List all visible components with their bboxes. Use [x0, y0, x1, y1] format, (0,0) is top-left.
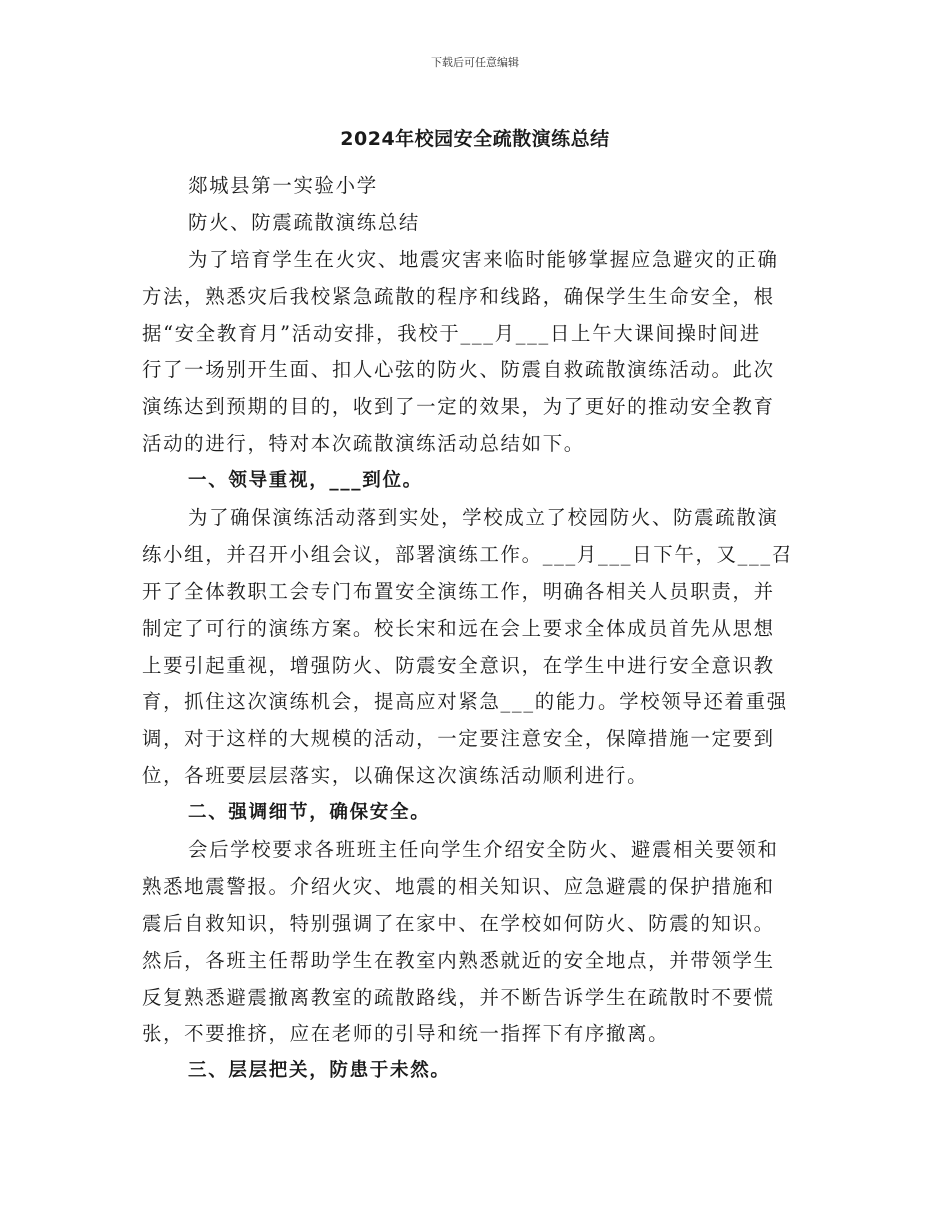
paragraph-line: 震后自救知识，特别强调了在家中、在学校如何防火、防震的知识。	[142, 911, 775, 935]
paragraph-line: 上要引起重视，增强防火、防震安全意识，在学生中进行安全意识教	[142, 653, 775, 677]
paragraph-line: 郯城县第一实验小学	[188, 174, 378, 197]
section-heading: 一、领导重视，___到位。	[188, 470, 423, 492]
paragraph-line: 行了一场别开生面、扣人心弦的防火、防震自救疏散演练活动。此次	[142, 358, 775, 382]
paragraph-line: 调，对于这样的大规模的活动，一定要注意安全，保障措施一定要到	[142, 727, 775, 751]
document-body	[142, 168, 810, 1090]
paragraph-line: 据“安全教育月”活动安排，我校于___月___日上午大课间操时间进	[142, 321, 761, 345]
paragraph-line: 熟悉地震警报。介绍火灾、地震的相关知识、应急避震的保护措施和	[142, 874, 775, 898]
paragraph-line: 方法，熟悉灾后我校紧急疏散的程序和线路，确保学生生命安全，根	[142, 284, 775, 308]
paragraph-line: 开了全体教职工会专门布置安全演练工作，明确各相关人员职责，并	[142, 579, 775, 603]
paragraph-line: 防火、防震疏散演练总结	[188, 210, 420, 234]
document-title: 2024年校园安全疏散演练总结	[340, 128, 610, 150]
paragraph-line: 育，抓住这次演练机会，提高应对紧急___的能力。学校领导还着重强	[142, 690, 788, 714]
paragraph-line: 位，各班要层层落实，以确保这次演练活动顺利进行。	[142, 764, 649, 788]
paragraph-line: 会后学校要求各班班主任向学生介绍安全防火、避震相关要领和	[188, 838, 779, 862]
paragraph-line: 为了确保演练活动落到实处，学校成立了校园防火、防震疏散演	[188, 506, 779, 530]
paragraph-line: 然后，各班主任帮助学生在教室内熟悉就近的安全地点，并带领学生	[142, 948, 775, 972]
paragraph-line: 练小组，并召开小组会议，部署演练工作。___月___日下午，又___召	[142, 542, 793, 566]
paragraph-line: 制定了可行的演练方案。校长宋和远在会上要求全体成员首先从思想	[142, 616, 775, 640]
header-note: 下载后可任意编辑	[431, 56, 519, 69]
paragraph-line: 为了培育学生在火灾、地震灾害来临时能够掌握应急避灾的正确	[188, 247, 779, 271]
section-heading: 二、强调细节，确保安全。	[188, 802, 431, 824]
paragraph-line: 活动的进行，特对本次疏散演练活动总结如下。	[142, 432, 585, 456]
section-heading: 三、层层把关，防患于未然。	[188, 1060, 451, 1082]
paragraph-line: 张，不要推挤，应在老师的引导和统一指挥下有序撤离。	[142, 1022, 670, 1046]
paragraph-line: 演练达到预期的目的，收到了一定的效果，为了更好的推动安全教育	[142, 395, 775, 419]
paragraph-line: 反复熟悉避震撤离教室的疏散路线，并不断告诉学生在疏散时不要慌	[142, 985, 775, 1009]
